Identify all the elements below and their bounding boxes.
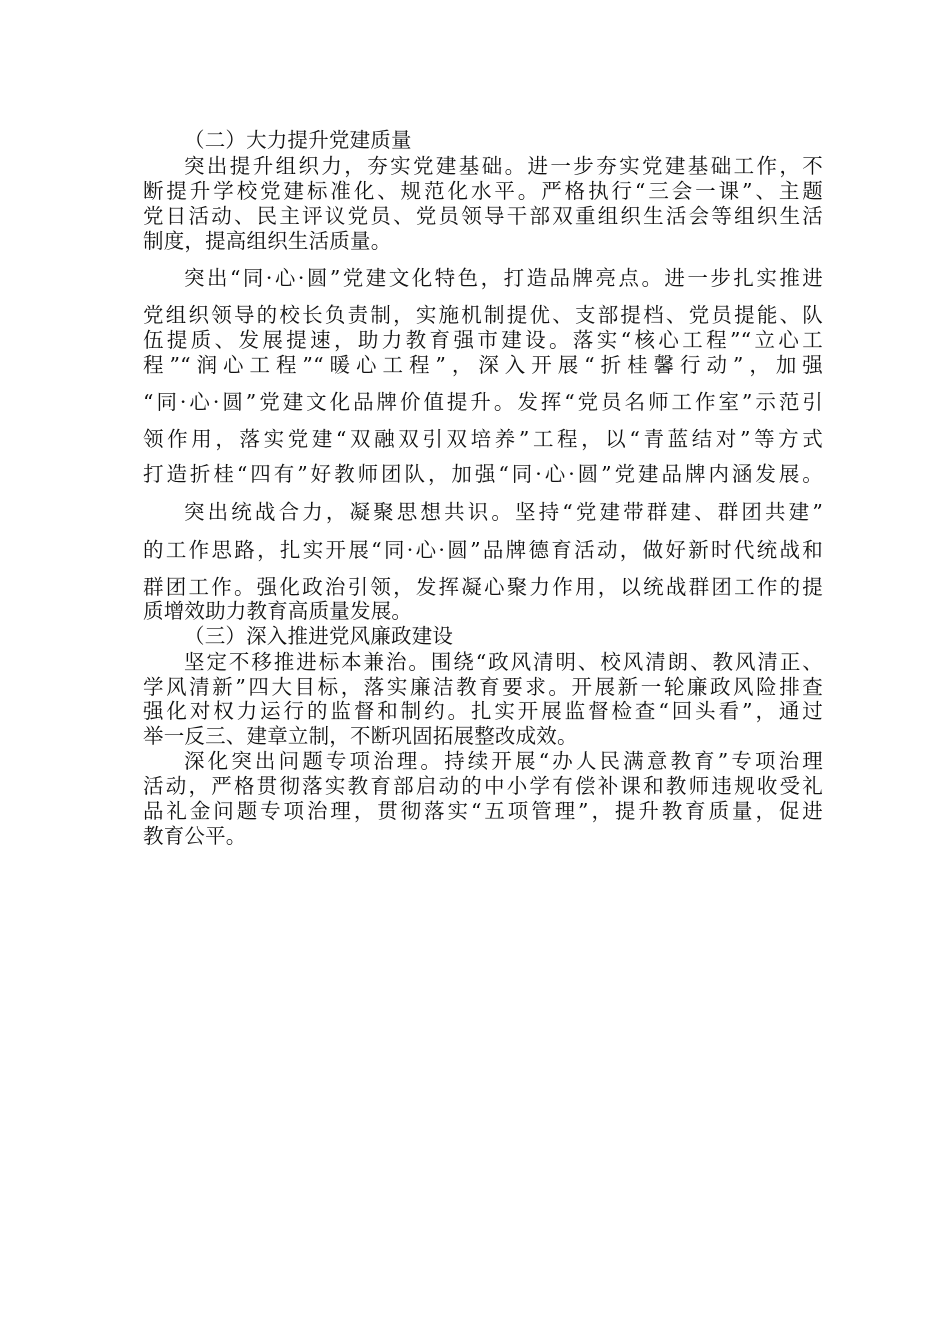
paragraph-line: 领作用，落实党建“双融双引双培养”工程，以“青蓝结对”等方式: [143, 427, 823, 451]
paragraph-line: 质增效助力教育高质量发展。: [143, 599, 413, 623]
paragraph-line: 品礼金问题专项治理，贯彻落实“五项管理”，提升教育质量，促进: [143, 799, 823, 823]
paragraph-line: 党日活动、民主评议党员、党员领导干部双重组织生活会等组织生活: [143, 204, 823, 228]
paragraph-line: 突出提升组织力，夯实党建基础。进一步夯实党建基础工作，不: [184, 154, 823, 178]
paragraph-line: 突出“同·心·圆”党建文化特色，打造品牌亮点。进一步扎实推进: [184, 266, 823, 290]
paragraph-line: 学风清新”四大目标，落实廉洁教育要求。开展新一轮廉政风险排查: [143, 675, 823, 699]
paragraph-line: 强化对权力运行的监督和制约。扎实开展监督检查“回头看”，通过: [143, 699, 823, 723]
paragraph-line: 党组织领导的校长负责制，实施机制提优、支部提档、党员提能、队: [143, 303, 823, 327]
paragraph-line: 程”“润心工程”“暖心工程”，深入开展“折桂馨行动”，加强: [143, 353, 823, 377]
paragraph-line: 教育公平。: [143, 824, 247, 848]
paragraph-line: 断提升学校党建标准化、规范化水平。严格执行“三会一课”、主题: [143, 179, 823, 203]
section-heading-3: （三）深入推进党风廉政建设: [184, 624, 454, 648]
paragraph-line: 的工作思路，扎实开展“同·心·圆”品牌德育活动，做好新时代统战和: [143, 538, 823, 562]
paragraph-line: 打造折桂“四有”好教师团队，加强“同·心·圆”党建品牌内涵发展。: [143, 462, 823, 486]
paragraph-line: 坚定不移推进标本兼治。围绕“政风清明、校风清朗、教风清正、: [184, 650, 823, 674]
paragraph-line: 深化突出问题专项治理。持续开展“办人民满意教育”专项治理: [184, 749, 823, 773]
paragraph-line: 活动，严格贯彻落实教育部启动的中小学有偿补课和教师违规收受礼: [143, 774, 823, 798]
paragraph-line: “同·心·圆”党建文化品牌价值提升。发挥“党员名师工作室”示范引: [143, 390, 823, 414]
paragraph-line: 举一反三、建章立制，不断巩固拓展整改成效。: [143, 724, 578, 748]
paragraph-line: 突出统战合力，凝聚思想共识。坚持“党建带群建、群团共建”: [184, 500, 823, 524]
paragraph-line: 群团工作。强化政治引领，发挥凝心聚力作用，以统战群团工作的提: [143, 575, 823, 599]
paragraph-line: 伍提质、发展提速，助力教育强市建设。落实“核心工程”“立心工: [143, 328, 823, 352]
paragraph-line: 制度，提高组织生活质量。: [143, 229, 392, 253]
section-heading-2: （二）大力提升党建质量: [184, 128, 412, 152]
